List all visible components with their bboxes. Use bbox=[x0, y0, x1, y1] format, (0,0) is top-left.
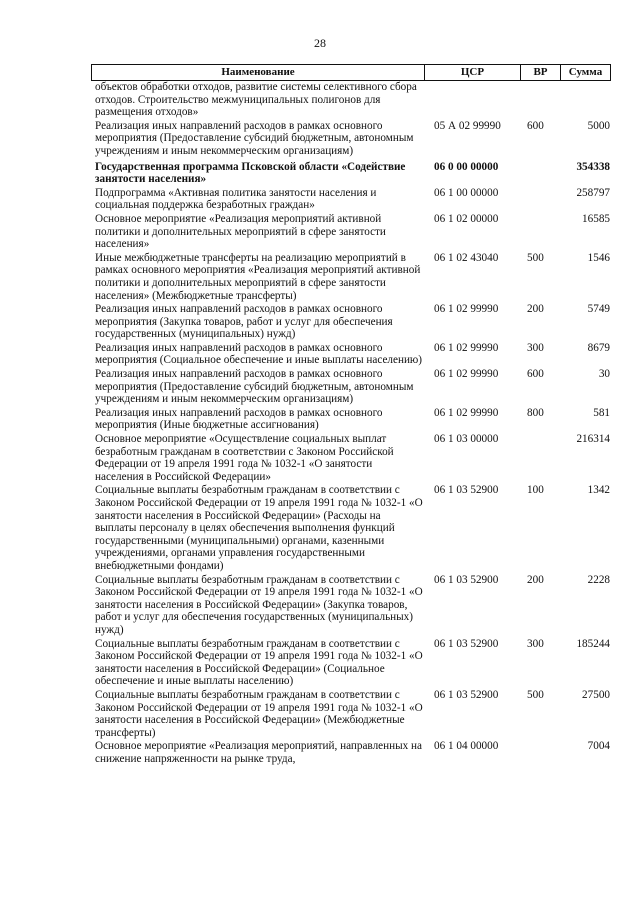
row-csr: 06 1 02 99990 bbox=[434, 341, 499, 354]
header-name: Наименование bbox=[92, 65, 425, 80]
row-vr: 200 bbox=[527, 303, 544, 316]
row-name: объектов обработки отходов, развитие системы селективного сбора отходов. Строительство межмуниципальных полигонов для размещения отходов» bbox=[95, 81, 417, 119]
row-name: Основное мероприятие «Реализация мероприятий активной политики и дополнительных мероприятий в сфере занятости населения» bbox=[95, 212, 386, 251]
table-row bbox=[95, 407, 610, 432]
row-csr: 05 А 02 99990 bbox=[434, 119, 501, 132]
row-sum: 354338 bbox=[576, 160, 610, 173]
header-csr: ЦСР bbox=[425, 65, 521, 80]
row-sum: 16585 bbox=[582, 212, 610, 225]
table-row bbox=[95, 368, 610, 406]
row-name: Социальные выплаты безработным гражданам в соответствии с Законом Российской Федерации от 19 апреля 1991 года № 1032-1 «О занятости населения в Российской Федерации» (Межбюджетные трансферты) bbox=[95, 688, 423, 739]
row-vr: 600 bbox=[527, 119, 544, 132]
row-csr: 06 1 02 00000 bbox=[434, 212, 499, 225]
row-vr: 200 bbox=[527, 573, 544, 586]
row-sum: 216314 bbox=[576, 433, 610, 446]
row-sum: 258797 bbox=[576, 186, 610, 199]
header-sum: Сумма bbox=[568, 66, 603, 78]
row-sum: 1546 bbox=[587, 251, 610, 264]
row-sum: 7004 bbox=[587, 740, 610, 753]
row-name: Реализация иных направлений расходов в рамках основного мероприятия (Иные бюджетные ассигнования) bbox=[95, 406, 383, 432]
row-sum: 30 bbox=[598, 368, 610, 381]
table-row bbox=[95, 342, 610, 367]
row-sum: 5749 bbox=[587, 303, 610, 316]
row-sum: 1342 bbox=[587, 484, 610, 497]
table-row bbox=[95, 213, 610, 251]
row-sum: 185244 bbox=[576, 637, 610, 650]
row-name: Реализация иных направлений расходов в рамках основного мероприятия (Предоставление субсидий бюджетным, автономным учреждениям и иным некоммерческим организациям) bbox=[95, 119, 414, 157]
row-name: Реализация иных направлений расходов в рамках основного мероприятия (Социальное обеспечение и иные выплаты населению) bbox=[95, 341, 423, 367]
row-name: Социальные выплаты безработным гражданам в соответствии с Законом Российской Федерации от 19 апреля 1991 года № 1032-1 «О занятости населения в Российской Федерации» (Социальное обеспечение и иные выплаты населению) bbox=[95, 637, 423, 688]
row-sum: 581 bbox=[593, 406, 610, 419]
table-row bbox=[95, 574, 610, 637]
row-csr: 06 0 00 00000 bbox=[434, 160, 499, 173]
row-vr: 300 bbox=[527, 341, 544, 354]
table-row bbox=[95, 161, 610, 186]
table-row bbox=[95, 638, 610, 688]
row-sum: 8679 bbox=[587, 341, 610, 354]
page-number: 28 bbox=[314, 36, 326, 50]
table-body bbox=[95, 81, 610, 765]
row-csr: 06 1 03 52900 bbox=[434, 688, 499, 701]
row-csr: 06 1 03 52900 bbox=[434, 637, 499, 650]
row-sum: 27500 bbox=[582, 688, 610, 701]
table-row bbox=[95, 433, 610, 483]
row-csr: 06 1 02 99990 bbox=[434, 368, 499, 381]
header-vr: ВР bbox=[521, 65, 561, 80]
row-name: Подпрограмма «Активная политика занятости населения и социальная поддержка безработных граждан» bbox=[95, 186, 377, 212]
table-row bbox=[95, 689, 610, 739]
row-csr: 06 1 02 43040 bbox=[434, 251, 499, 264]
row-name: Реализация иных направлений расходов в рамках основного мероприятия (Предоставление субсидий бюджетным, автономным учреждениям и иным некоммерческим организациям) bbox=[95, 368, 414, 406]
row-name: Основное мероприятие «Реализация мероприятий, направленных на снижение напряженности на рынке труда, bbox=[95, 740, 422, 765]
row-csr: 06 1 03 52900 bbox=[434, 484, 499, 497]
table-header bbox=[91, 64, 611, 81]
row-csr: 06 1 03 52900 bbox=[434, 573, 499, 586]
table-row bbox=[95, 740, 610, 765]
row-csr: 06 1 02 99990 bbox=[434, 406, 499, 419]
row-csr: 06 1 03 00000 bbox=[434, 433, 499, 446]
table-row bbox=[95, 120, 610, 158]
row-sum: 2228 bbox=[587, 573, 610, 586]
table-row bbox=[95, 484, 610, 572]
row-vr: 500 bbox=[527, 251, 544, 264]
row-name: Социальные выплаты безработным гражданам в соответствии с Законом Российской Федерации от 19 апреля 1991 года № 1032-1 «О занятости населения в Российской Федерации» (Расходы на выплаты персоналу в целях обеспечения выполнения функций государственными (муниципальными) органами, казенными учреждениями, органами управления государственными внебюджетными фондами) bbox=[95, 484, 423, 572]
row-csr: 06 1 02 99990 bbox=[434, 303, 499, 316]
row-sum: 5000 bbox=[587, 119, 610, 132]
row-vr: 800 bbox=[527, 406, 544, 419]
table-row bbox=[95, 252, 610, 302]
row-name: Социальные выплаты безработным гражданам в соответствии с Законом Российской Федерации от 19 апреля 1991 года № 1032-1 «О занятости населения в Российской Федерации» (Закупка товаров, работ и услуг для обеспечения государственных (муниципальных) нужд) bbox=[95, 573, 423, 636]
row-vr: 500 bbox=[527, 688, 544, 701]
table-row bbox=[95, 187, 610, 212]
table-row bbox=[95, 303, 610, 341]
row-name: Государственная программа Псковской области «Содействие занятости населения» bbox=[95, 160, 406, 186]
row-vr: 300 bbox=[527, 637, 544, 650]
row-vr: 100 bbox=[527, 484, 544, 497]
row-csr: 06 1 04 00000 bbox=[434, 740, 499, 753]
row-name: Основное мероприятие «Осуществление социальных выплат безработным гражданам в соответствии с Законом Российской Федерации от 19 апреля 1991 года № 1032-1 «О занятости населения в Российской Федерации» bbox=[95, 433, 394, 483]
row-vr: 600 bbox=[527, 368, 544, 381]
row-csr: 06 1 00 00000 bbox=[434, 186, 499, 199]
row-name: Иные межбюджетные трансферты на реализацию мероприятий в рамках основного мероприятия «Реализация мероприятий активной политики и дополнительных мероприятий в сфере занятости населения» (Межбюджетные трансферты) bbox=[95, 251, 421, 302]
row-name: Реализация иных направлений расходов в рамках основного мероприятия (Закупка товаров, работ и услуг для обеспечения государственных (муниципальных) нужд) bbox=[95, 303, 393, 341]
table-row bbox=[95, 81, 610, 119]
